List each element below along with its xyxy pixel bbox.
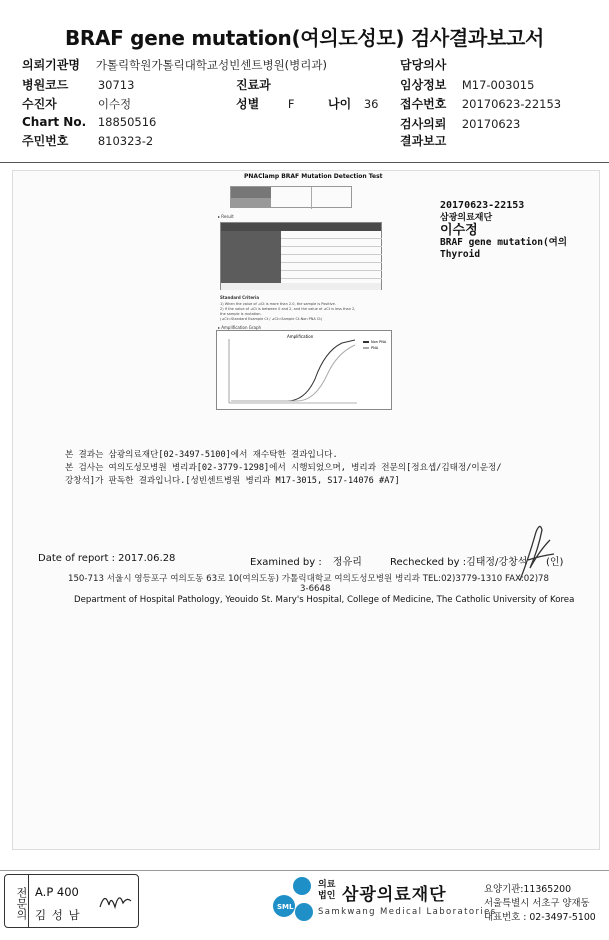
request-date-value: 20170623 bbox=[461, 117, 521, 131]
result-section-label: ▸ Result bbox=[218, 214, 234, 219]
header-divider bbox=[0, 162, 609, 163]
seal-mark: (인) bbox=[546, 557, 564, 568]
sex-label: 성별 bbox=[236, 97, 260, 111]
request-date-row bbox=[400, 115, 520, 132]
hospital-code-label: 병원코드 bbox=[22, 78, 69, 92]
hospital-code-row bbox=[22, 76, 134, 93]
receipt-value: 20170623-22153 bbox=[461, 97, 562, 111]
stamp-receipt-no: 20170623-22153 bbox=[440, 200, 525, 211]
age-label: 나이 bbox=[328, 97, 352, 111]
criteria-label: Standard Criteria bbox=[220, 295, 260, 300]
lab-address: 서울특별시 서초구 양재동 bbox=[484, 898, 590, 909]
specialist-box bbox=[4, 874, 139, 928]
stamp-patient: 이수정 bbox=[440, 223, 478, 238]
institution-label: 의뢰기관명 bbox=[22, 58, 80, 72]
specimen-stamp bbox=[440, 200, 567, 261]
footer-divider bbox=[0, 870, 609, 871]
examined-value: 정유리 bbox=[332, 557, 362, 568]
note-line-3: 강창석]가 판독한 결과입니다.[성빈센트병원 병리과 M17-3015, S17-14076 #A7] bbox=[65, 476, 400, 486]
stamp-specimen: Thyroid bbox=[440, 249, 481, 260]
chart-row bbox=[22, 115, 156, 129]
chart-value: 18850516 bbox=[97, 115, 157, 129]
doctor-signature-icon bbox=[97, 885, 135, 917]
institution-value: 가톨릭학원가톨릭대학교성빈센트병원(병리과) bbox=[95, 58, 327, 72]
clinical-info-value: M17-003015 bbox=[461, 78, 535, 92]
address-line-1: 150-713 서울시 영등포구 여의도동 63로 10(여의도동) 가톨릭대학교 여의도성모병원 병리과 TEL:02)3779-1310 FAX:02)78 bbox=[68, 574, 549, 584]
clinical-info-row bbox=[400, 76, 534, 93]
receipt-label: 접수번호 bbox=[400, 97, 447, 111]
patient-value: 이수정 bbox=[97, 97, 132, 111]
hospital-code-value: 30713 bbox=[97, 78, 135, 92]
report-title: BRAF gene mutation(여의도성모) 검사결과보고서 bbox=[64, 26, 545, 50]
criteria-notes: 1) When the value of ⊿Ct is more than 2.0, the sample is Positive. 2) If the value of ⊿Ct is between 0 and 2, and the value of ⊿Ct is less than 2, the sample is mutation. (⊿Ct=Standard Example Ct / ⊿Ct=Sample Ct-Non PNA Ct) bbox=[220, 302, 356, 321]
chart-label: Chart No. bbox=[22, 115, 87, 129]
mini-result-table bbox=[220, 222, 382, 290]
request-date-label: 검사의뢰 bbox=[400, 117, 447, 131]
curve-pna bbox=[231, 345, 355, 401]
ap-label: A.P 400 bbox=[35, 885, 79, 899]
org-type: 의료법인 bbox=[318, 880, 336, 901]
note-line-2: 본 검사는 여의도성모병원 병리과[02-3779-1298]에서 시행되었으며, 병리과 전문의[정요셉/김태정/이운정/ bbox=[65, 463, 502, 473]
resident-label: 주민번호 bbox=[22, 134, 69, 148]
receipt-row bbox=[400, 95, 561, 112]
report-date: Date of report : 2017.06.28 bbox=[38, 553, 176, 564]
examined-label: Examined by : bbox=[250, 557, 322, 568]
logo-abbr: SML bbox=[277, 903, 294, 911]
care-code: 요양기관:11365200 bbox=[484, 884, 572, 895]
graph-title: Amplification bbox=[287, 334, 314, 339]
org-name: 삼광의료재단 bbox=[342, 885, 447, 905]
doctor-name: 김 성 남 bbox=[35, 908, 81, 922]
age-row bbox=[328, 95, 378, 112]
institution-row bbox=[22, 56, 327, 73]
patient-label: 수진자 bbox=[22, 97, 57, 111]
age-value: 36 bbox=[363, 97, 379, 111]
org-english-name: Samkwang Medical Laboratories bbox=[318, 907, 497, 917]
department-line: Department of Hospital Pathology, Yeouido St. Mary's Hospital, College of Medicine, The Catholic University of Korea bbox=[74, 595, 575, 605]
examined-by bbox=[250, 553, 362, 568]
address-line-2: 3-6648 bbox=[300, 584, 331, 594]
sex-value: F bbox=[287, 97, 295, 111]
rechecked-by: Rechecked by :김태정/강창석 bbox=[390, 557, 528, 568]
legend-b: PNA bbox=[371, 346, 379, 350]
doctor-label: 담당의사 bbox=[400, 58, 447, 72]
result-report-label: 결과보고 bbox=[400, 134, 447, 148]
amplification-graph bbox=[216, 330, 392, 410]
legend-a: Non PNA bbox=[371, 340, 387, 344]
note-line-1: 본 결과는 삼광의료재단[02-3497-5100]에서 재수탁한 결과입니다. bbox=[65, 450, 338, 460]
stamp-test: BRAF gene mutation(여의 bbox=[440, 237, 568, 248]
mini-patient-box bbox=[230, 186, 352, 208]
curve-non-pna bbox=[231, 340, 355, 401]
graph-section-label: ▸ Amplification Graph bbox=[218, 325, 262, 330]
sex-row bbox=[236, 95, 294, 112]
patient-row bbox=[22, 95, 131, 112]
clinical-info-label: 임상정보 bbox=[400, 78, 447, 92]
specialist-vertical-label: 전문의 bbox=[5, 875, 29, 927]
resident-row bbox=[22, 132, 153, 149]
mini-report-title: PNAClamp BRAF Mutation Detection Test bbox=[244, 173, 383, 180]
department-label: 진료과 bbox=[236, 78, 271, 92]
sml-logo-icon bbox=[272, 876, 318, 926]
stamp-org: 삼광의료재단 bbox=[440, 213, 493, 223]
lab-phone: 대표번호 : 02-3497-5100 bbox=[484, 912, 596, 923]
resident-value: 810323-2 bbox=[97, 134, 154, 148]
